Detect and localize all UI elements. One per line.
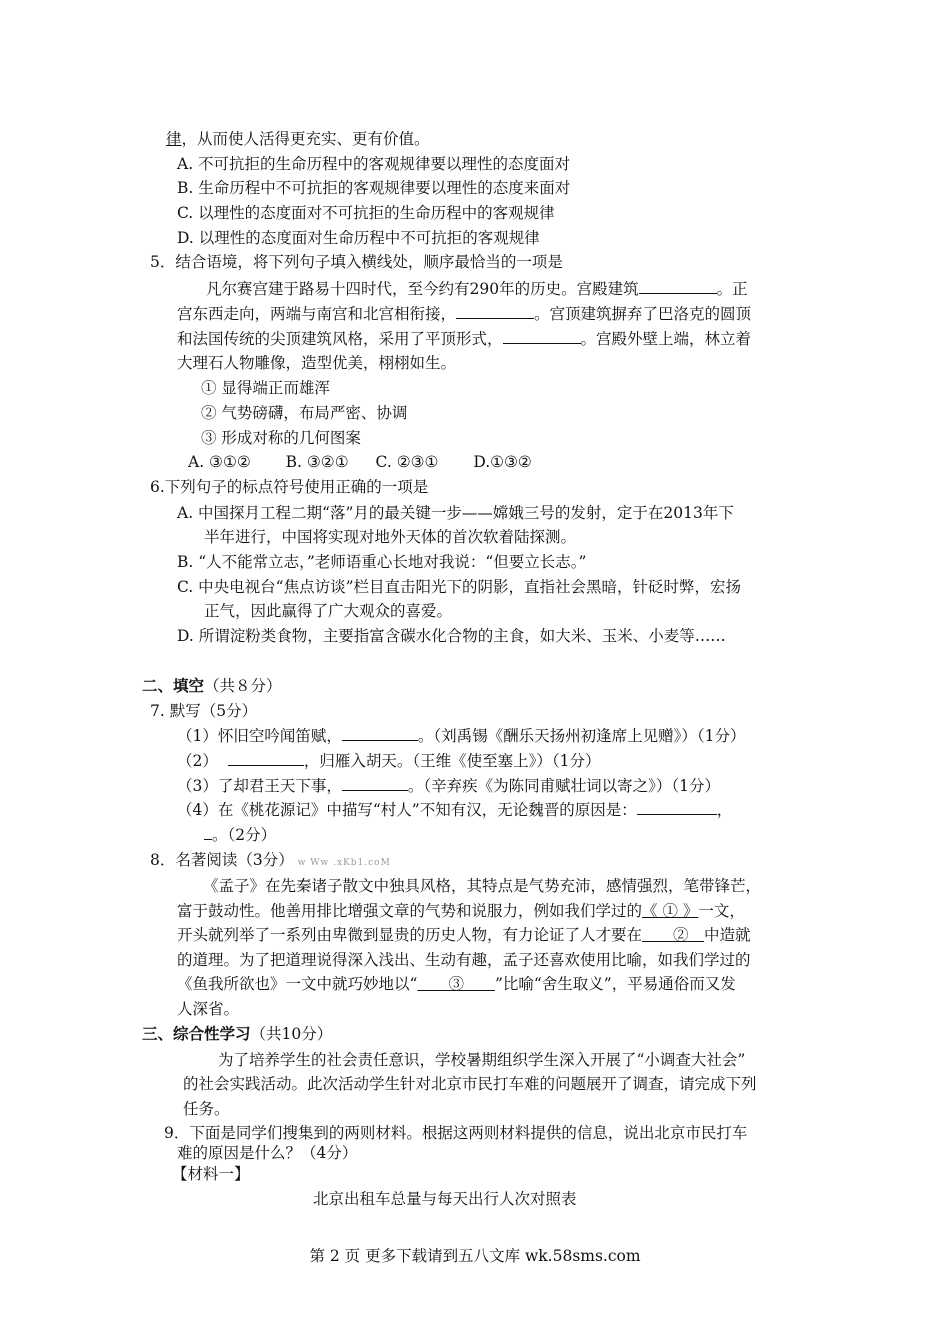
q6-option-d: D. 所谓淀粉类食物，主要指富含碳水化合物的主食，如大米、玉米、小麦等…… (177, 627, 726, 645)
q5-choices (188, 452, 532, 472)
q7-row-3: （3）了却君王天下事， 。（辛弃疾《为陈同甫赋壮词以寄之》）（1分） (177, 777, 720, 795)
q6-stem: 6.下列句子的标点符号使用正确的一项是 (150, 478, 429, 496)
q5-choice-d[interactable]: D.①③② (473, 453, 532, 471)
q8-heading (150, 850, 391, 873)
q5-item-2: ② 气势磅礴，布局严密、协调 (201, 404, 408, 422)
section2-score: （共８分） (204, 677, 282, 695)
q5-item-3: ③ 形成对称的几何图案 (201, 429, 361, 447)
intro-underlined-char: 律 (166, 130, 182, 148)
section3-intro-line3: 任务。 (183, 1100, 230, 1118)
q6-option-a-line1: A. 中国探月工程二期“落”月的最关键一步——嫦娥三号的发射，定于在2013年下 (177, 504, 734, 522)
q5-passage-line1: 凡尔赛宫建于路易十四时代，至今约有290年的历史。宫殿建筑 。正 (206, 280, 748, 298)
q4-option-a: A. 不可抗拒的生命历程中的客观规律要以理性的态度面对 (177, 155, 571, 173)
q8-blank-3[interactable]: ③ (417, 975, 495, 993)
intro-line (166, 129, 430, 149)
q5-passage-line2: 宫东西走向，两端与南宫和北宫相衔接， 。宫顶建筑摒弃了巴洛克的圆顶 (177, 305, 752, 323)
q8-passage-line2: 富于鼓动性。他善用排比增强文章的气势和说服力，例如我们学过的《 ① 》一文， (177, 902, 745, 920)
table-title: 北京出租车总量与每天出行人次对照表 (313, 1190, 577, 1208)
q7-stem: 7. 默写（5分） (150, 702, 258, 720)
q7-row-2: （2） ，归雁入胡天。（王维《使至塞上》）（1分） (177, 752, 601, 770)
q5-stem: 5．结合语境，将下列句子填入横线处，顺序最恰当的一项是 (150, 253, 563, 271)
q5-blank-1[interactable] (639, 279, 717, 294)
q7-blank-2[interactable] (228, 751, 304, 766)
q5-choice-a[interactable]: A. ③①② (188, 453, 251, 471)
q7-blank-4b[interactable] (204, 825, 212, 840)
section3-intro-line2: 的社会实践活动。此次活动学生针对北京市民打车难的问题展开了调查，请完成下列 (183, 1075, 757, 1093)
q7-row-4-cont: 。（2分） (204, 825, 276, 845)
q5-choice-b[interactable]: B. ③②① (285, 453, 349, 471)
q8-passage-line6: 人深省。 (177, 1000, 240, 1018)
q4-option-c: C. 以理性的态度面对不可抗拒的生命历程中的客观规律 (177, 204, 555, 222)
intro-text: ，从而使人活得更充实、更有价值。 (181, 130, 430, 148)
section3-score: （共10分） (250, 1025, 333, 1043)
q6-option-c-line1: C. 中央电视台“焦点访谈”栏目直击阳光下的阴影，直指社会黑暗，针砭时弊，宏扬 (177, 578, 742, 596)
q5-passage-line4: 大理石人物雕像，造型优美，栩栩如生。 (177, 354, 457, 372)
q5-passage-line3: 和法国传统的尖顶建筑风格，采用了平顶形式， 。宫殿外壁上端，林立着 (177, 330, 752, 348)
q5-item-1: ① 显得端正而雄浑 (201, 379, 330, 397)
q8-stem: 8．名著阅读（3分） (150, 851, 294, 869)
q9-stem-line2: 难的原因是什么？（4分） (177, 1144, 358, 1162)
q5-blank-2[interactable] (456, 304, 534, 319)
q7-blank-4a[interactable] (637, 800, 717, 815)
q6-option-a-line2: 半年进行，中国将实现对地外天体的首次软着陆探测。 (204, 528, 577, 546)
q7-blank-3[interactable] (342, 776, 408, 791)
q5-blank-3[interactable] (503, 329, 581, 344)
q6-option-b: B. “人不能常立志，”老师语重心长地对我说：“但要立长志。” (177, 553, 587, 571)
section3-intro-line1: 为了培养学生的社会责任意识，学校暑期组织学生深入开展了“小调查大社会” (218, 1051, 746, 1069)
q9-stem-line1: 9．下面是同学们搜集到的两则材料。根据这两则材料提供的信息，说出北京市民打车 (164, 1124, 748, 1142)
q8-passage-line5: 《鱼我所欲也》一文中就巧妙地以“ ③ ”比喻“舍生取义”，平易通俗而又发 (177, 975, 736, 993)
q4-option-d: D. 以理性的态度面对生命历程中不可抗拒的客观规律 (177, 229, 540, 247)
section3-heading (142, 1024, 332, 1044)
section2-title: 二、填空 (142, 676, 205, 695)
material-1-label: 【材料一】 (172, 1165, 250, 1183)
page-footer: 第 2 页 更多下载请到五八文库 wk.58sms.com (309, 1247, 641, 1265)
q8-blank-1[interactable]: 《 ① 》 (642, 902, 699, 920)
q8-passage-line3: 开头就列举了一系列由卑微到显贵的历史人物，有力论证了人才要在 ② 中造就 (177, 926, 751, 944)
section3-title: 三、综合性学习 (142, 1024, 251, 1043)
q8-blank-2[interactable]: ② (642, 926, 705, 944)
q4-option-b: B. 生命历程中不可抗拒的客观规律要以理性的态度来面对 (177, 179, 571, 197)
q5-choice-c[interactable]: C. ②③① (375, 453, 439, 471)
q6-option-c-line2: 正气，因此赢得了广大观众的喜爱。 (204, 602, 453, 620)
q7-row-1: （1）怀旧空吟闻笛赋， 。（刘禹锡《酬乐天扬州初逢席上见赠》）（1分） (177, 727, 746, 745)
q8-passage-line1: 《孟子》在先秦诸子散文中独具风格，其特点是气势充沛，感情强烈，笔带锋芒， (203, 877, 762, 895)
q7-blank-1[interactable] (342, 726, 418, 741)
section2-heading (142, 676, 282, 696)
watermark-text: w Ww .xKb1.coM (297, 858, 391, 868)
q7-row-4: （4）在《桃花源记》中描写“村人”不知有汉，无论魏晋的原因是： ， (177, 801, 733, 819)
q8-passage-line4: 的道理。为了把道理说得深入浅出、生动有趣，孟子还喜欢使用比喻，如我们学过的 (177, 951, 751, 969)
